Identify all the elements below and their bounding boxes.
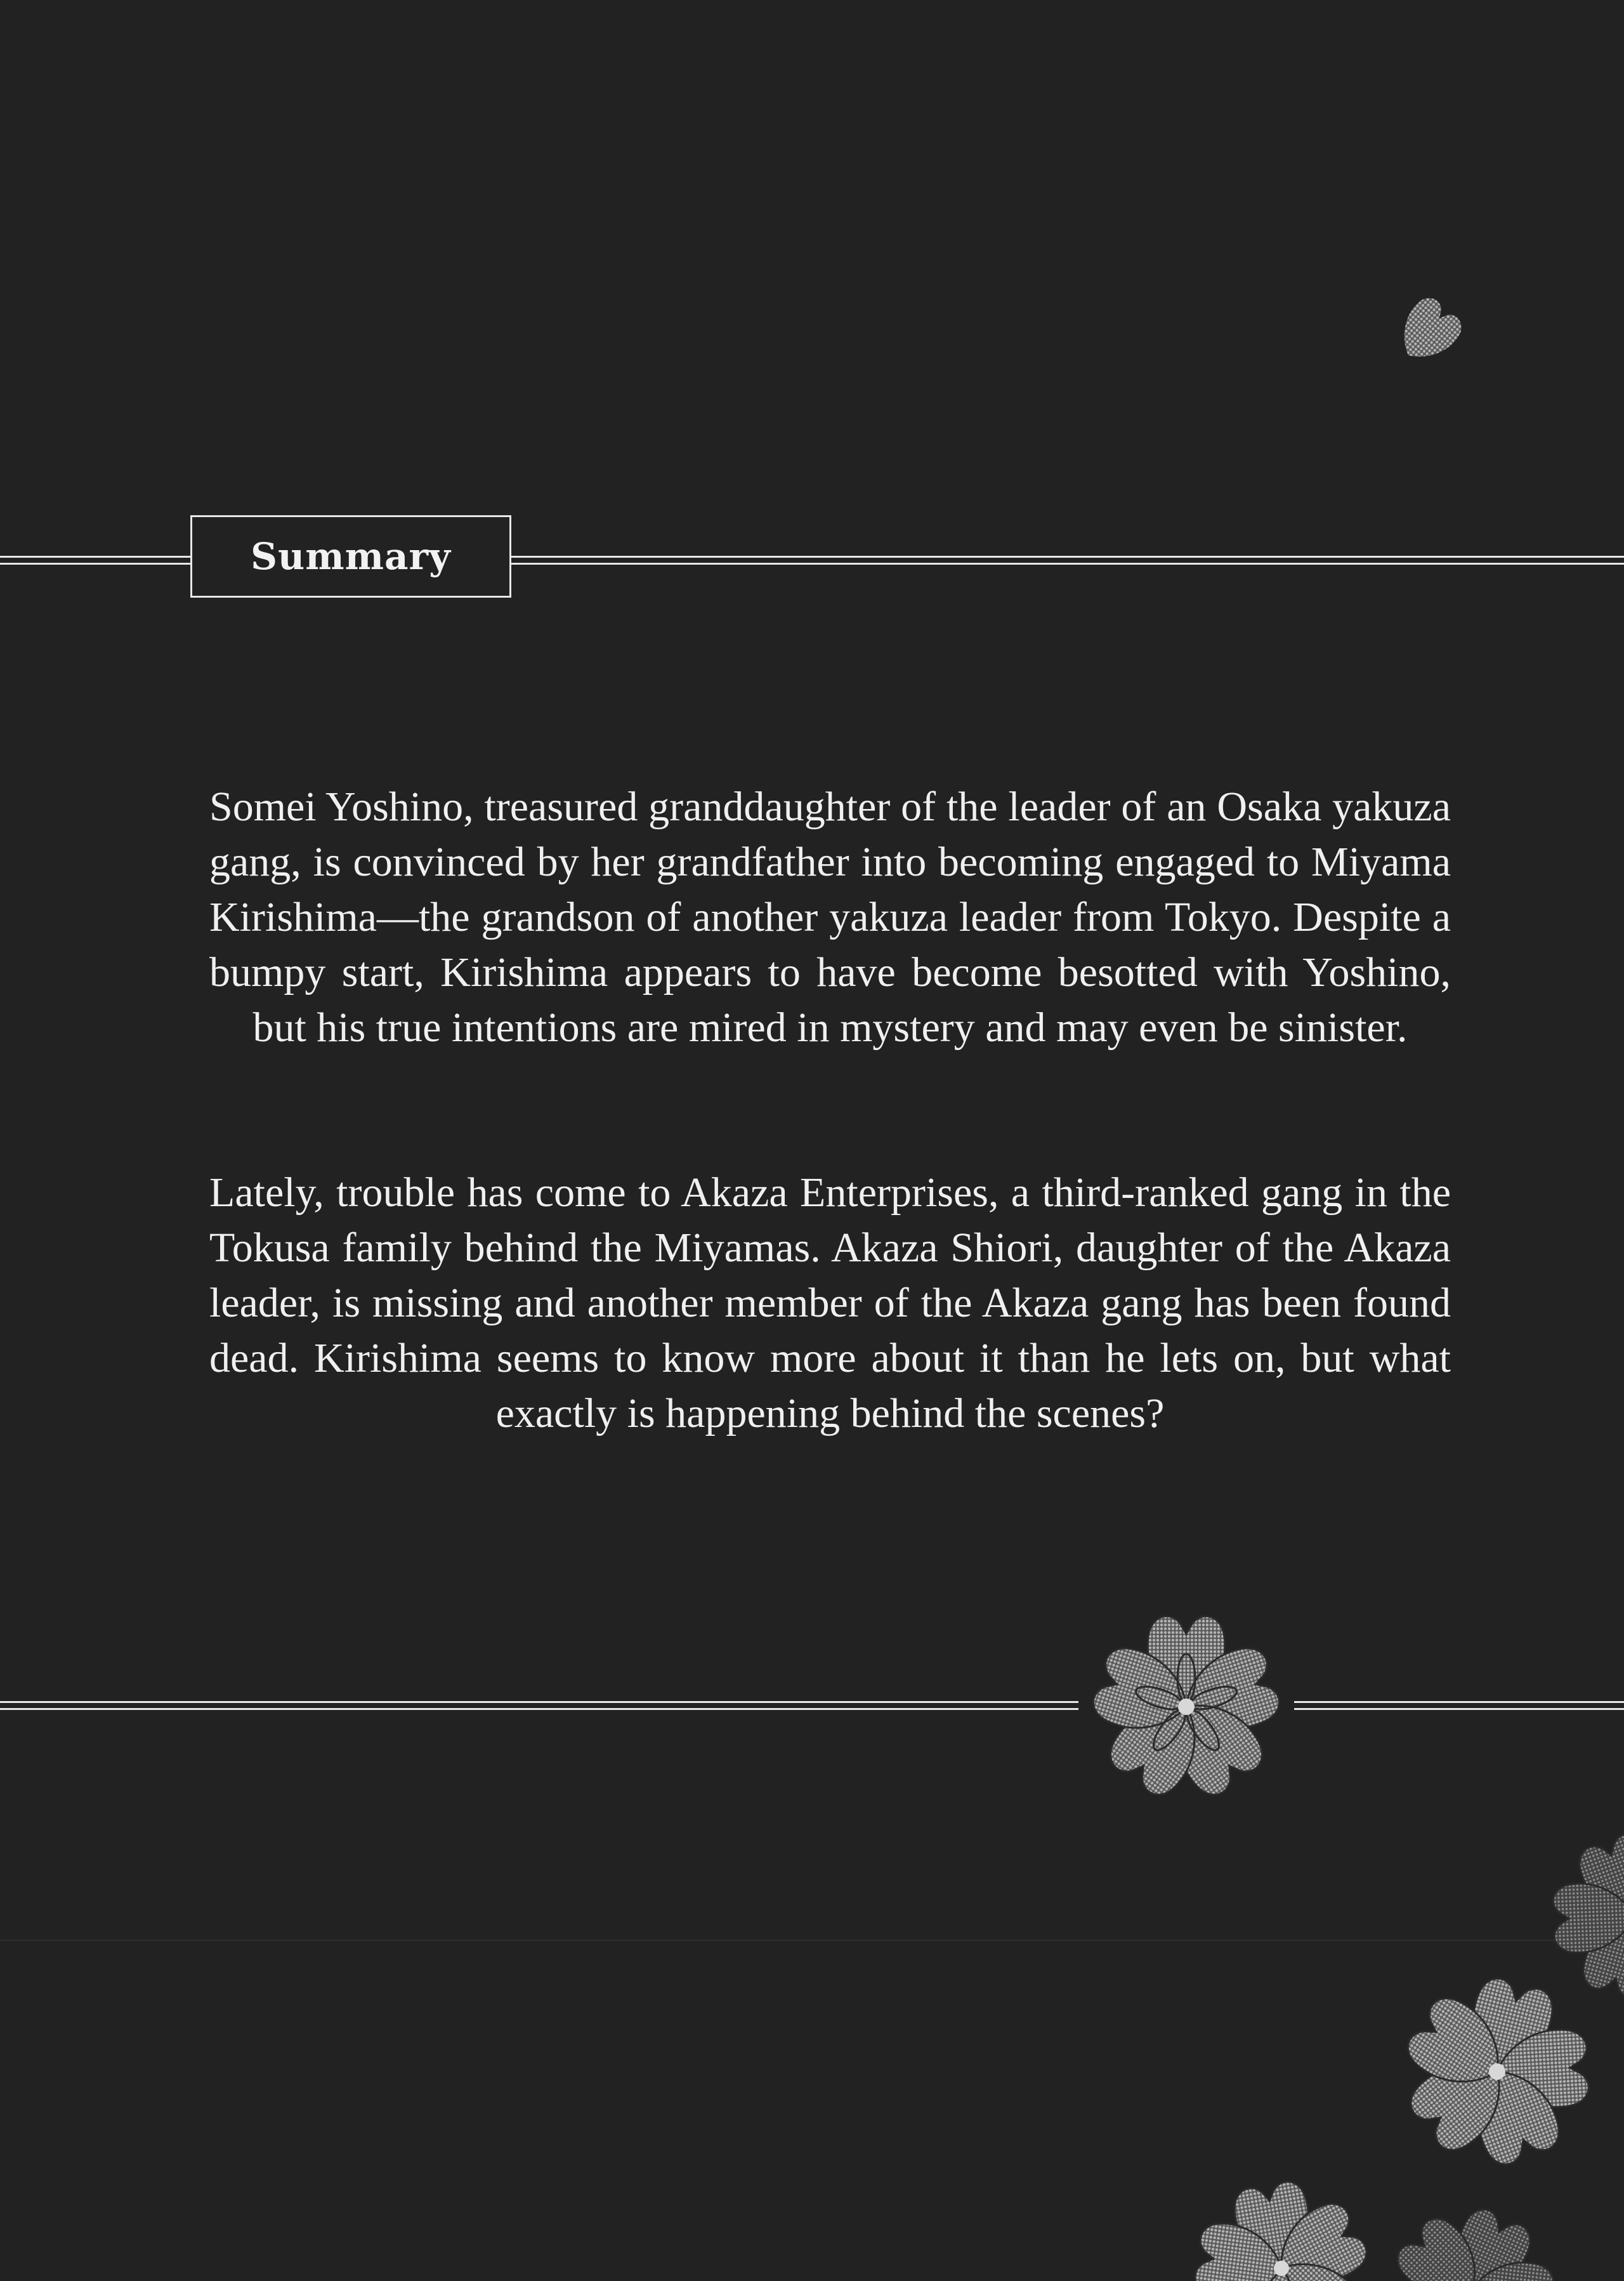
summary-heading-box (190, 515, 511, 598)
cherry-blossom-flower-icon (1053, 1580, 1320, 1834)
page-title: Summary (251, 535, 451, 578)
summary-paragraph-1: Somei Yoshino, treasured granddaughter of the leader of an Osaka yakuza gang, is convinced by her grandfather into becoming engaged to Miyama Kirishima—the grandson of another yakuza leader from Tokyo. Despite a bumpy start, Kirishima appears to have become besotted with Yoshino, but his true intentions are mired in mystery and may even be sinister. (209, 784, 1451, 1051)
summary-paragraph-2: Lately, trouble has come to Akaza Enterprises, a third-ranked gang in the Tokusa family behind the Miyamas. Akaza Shiori, daughter of the Akaza leader, is missing and another member of the Akaza gang has been found dead. Kirishima seems to know more about it than he lets on, but what exactly is happening behind the scenes? (209, 1169, 1451, 1436)
footer-rule-right (1294, 1701, 1624, 1710)
cherry-blossom-cluster-icon (1167, 1840, 1624, 2281)
cherry-blossom-petal-icon (1345, 273, 1465, 374)
header-rule-right (511, 556, 1624, 565)
header-rule-left (0, 556, 190, 565)
footer-rule-left (0, 1701, 1078, 1710)
